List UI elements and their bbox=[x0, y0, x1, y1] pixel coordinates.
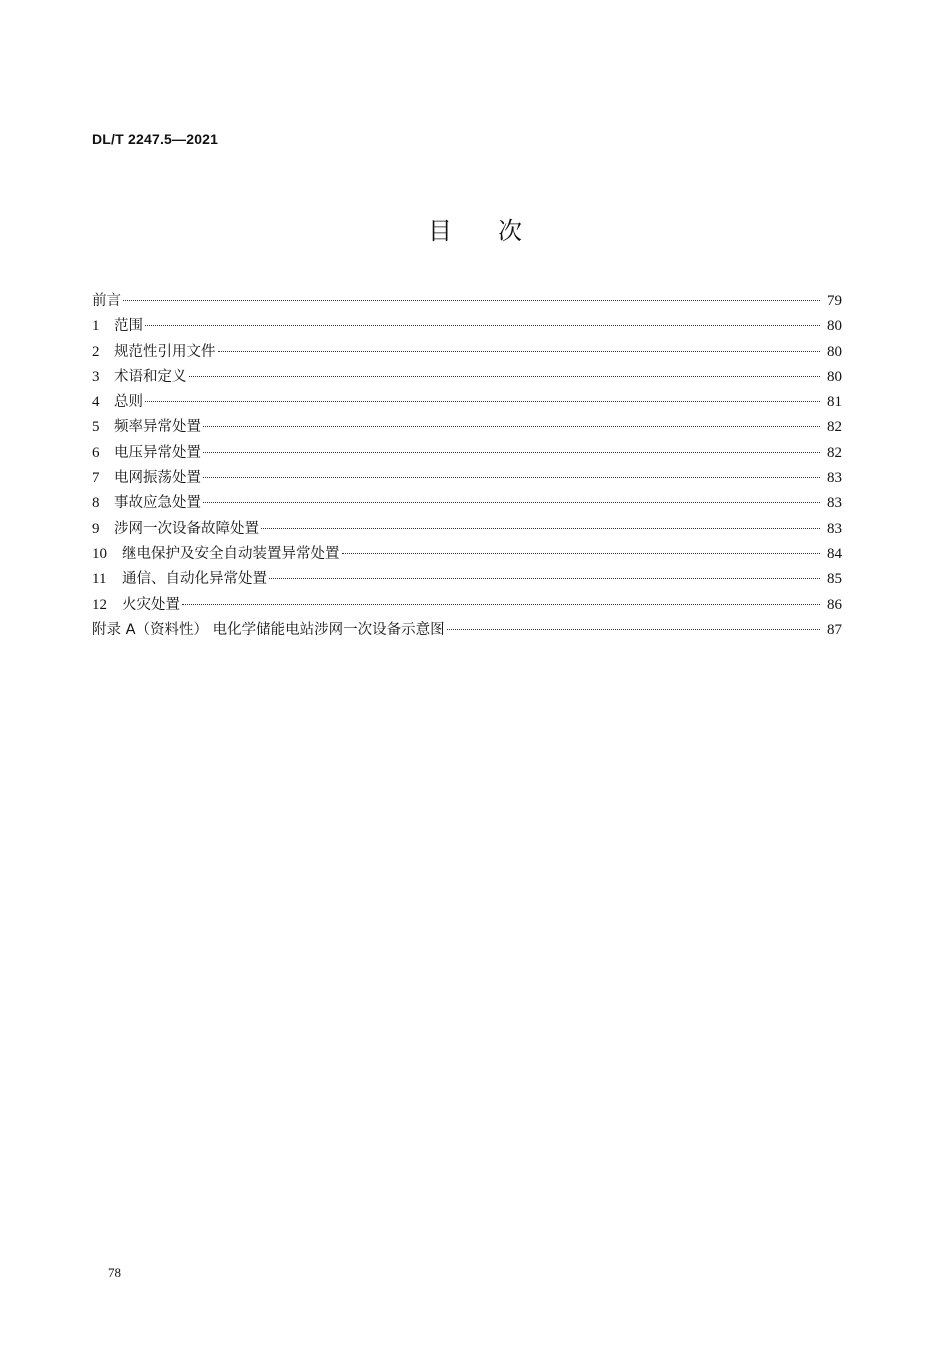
toc-leader-dots bbox=[342, 553, 821, 554]
toc-entry-1[interactable] bbox=[92, 314, 842, 339]
toc-entry-text: 总则 bbox=[114, 394, 143, 411]
toc-entry-appendix-a[interactable] bbox=[92, 618, 842, 643]
toc-entry-page: 83 bbox=[827, 520, 842, 537]
toc-entry-2[interactable] bbox=[92, 340, 842, 365]
toc-leader-dots bbox=[123, 300, 820, 301]
toc-leader-dots bbox=[203, 426, 820, 427]
toc-entry-text: 范围 bbox=[114, 318, 143, 335]
toc-entry-text: 前言 bbox=[92, 293, 121, 309]
toc-entry-page: 84 bbox=[827, 545, 842, 562]
toc-entry-page: 82 bbox=[827, 419, 842, 436]
toc-entry-9[interactable] bbox=[92, 517, 842, 542]
toc-entry-number: 3 bbox=[92, 368, 100, 385]
toc-leader-dots bbox=[145, 401, 820, 402]
toc-leader-dots bbox=[269, 578, 820, 579]
toc-entry-8[interactable] bbox=[92, 491, 842, 516]
toc-entry-number: 12 bbox=[92, 596, 107, 613]
page-title: 目次 bbox=[428, 217, 568, 245]
document-code: DL/T 2247.5—2021 bbox=[92, 131, 219, 147]
toc-entry-7[interactable] bbox=[92, 466, 842, 491]
toc-leader-dots bbox=[145, 325, 820, 326]
toc-leader-dots bbox=[203, 502, 820, 503]
toc-entry-text: 继电保护及安全自动装置异常处置 bbox=[122, 545, 340, 562]
toc-entry-page: 87 bbox=[827, 621, 842, 638]
table-of-contents bbox=[92, 289, 842, 643]
toc-entry-text: 附录 A（资料性） 电化学储能电站涉网一次设备示意图 bbox=[92, 621, 445, 638]
toc-entry-number: 2 bbox=[92, 343, 100, 360]
page-number: 78 bbox=[108, 1265, 121, 1280]
toc-entry-number: 9 bbox=[92, 520, 100, 537]
toc-entry-number: 6 bbox=[92, 444, 100, 461]
toc-entry-number: 10 bbox=[92, 545, 107, 562]
toc-entry-text: 电压异常处置 bbox=[114, 444, 201, 461]
toc-entry-3[interactable] bbox=[92, 365, 842, 390]
toc-leader-dots bbox=[218, 351, 821, 352]
toc-entry-12[interactable] bbox=[92, 593, 842, 618]
toc-leader-dots bbox=[203, 452, 820, 453]
toc-entry-text: 规范性引用文件 bbox=[114, 343, 216, 360]
toc-entry-text: 通信、自动化异常处置 bbox=[122, 571, 267, 588]
toc-entry-number: 1 bbox=[92, 318, 100, 335]
toc-entry-number: 11 bbox=[92, 571, 107, 588]
toc-entry-number: 7 bbox=[92, 470, 100, 487]
toc-entry-text: 火灾处置 bbox=[122, 596, 180, 613]
toc-entry-text: 涉网一次设备故障处置 bbox=[114, 520, 259, 537]
toc-entry-page: 81 bbox=[827, 394, 842, 411]
toc-entry-page: 86 bbox=[827, 596, 842, 613]
toc-entry-5[interactable] bbox=[92, 415, 842, 440]
toc-entry-page: 80 bbox=[827, 318, 842, 335]
toc-leader-dots bbox=[189, 376, 821, 377]
toc-entry-number: 4 bbox=[92, 394, 100, 411]
toc-entry-text: 事故应急处置 bbox=[114, 495, 201, 512]
toc-entry-preface[interactable] bbox=[92, 289, 842, 314]
toc-entry-page: 83 bbox=[827, 495, 842, 512]
toc-entry-4[interactable] bbox=[92, 390, 842, 415]
toc-entry-page: 79 bbox=[827, 293, 842, 309]
toc-entry-page: 85 bbox=[827, 571, 842, 588]
toc-leader-dots bbox=[261, 528, 820, 529]
toc-entry-10[interactable] bbox=[92, 542, 842, 567]
toc-leader-dots bbox=[182, 604, 820, 605]
toc-entry-number: 5 bbox=[92, 419, 100, 436]
toc-entry-page: 82 bbox=[827, 444, 842, 461]
toc-entry-page: 80 bbox=[827, 343, 842, 360]
toc-entry-text: 电网振荡处置 bbox=[114, 470, 201, 487]
toc-entry-page: 80 bbox=[827, 368, 842, 385]
toc-leader-dots bbox=[203, 477, 820, 478]
toc-entry-6[interactable] bbox=[92, 441, 842, 466]
toc-leader-dots bbox=[447, 629, 820, 630]
toc-entry-text: 频率异常处置 bbox=[114, 419, 201, 436]
toc-entry-number: 8 bbox=[92, 495, 100, 512]
toc-entry-11[interactable] bbox=[92, 567, 842, 592]
toc-entry-page: 83 bbox=[827, 470, 842, 487]
toc-entry-text: 术语和定义 bbox=[114, 368, 187, 385]
